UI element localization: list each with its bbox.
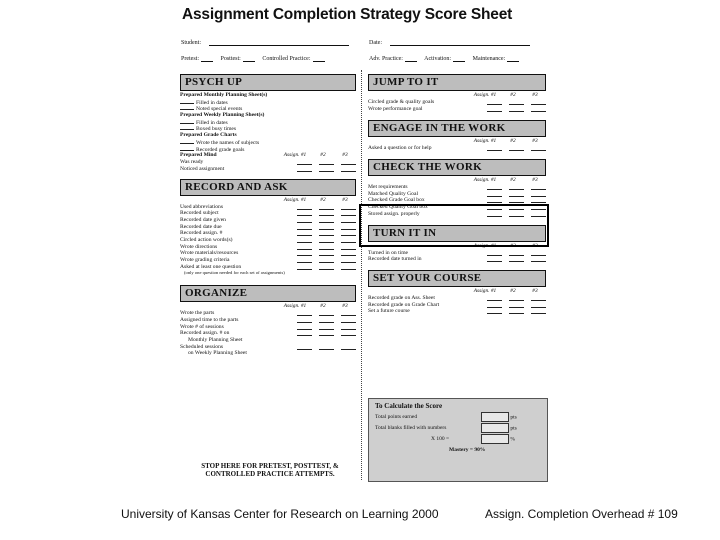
section-jump-to-it <box>368 74 546 112</box>
row-label: Was ready <box>180 159 204 166</box>
assignment-label: #3 <box>532 138 538 145</box>
assignment-label: #2 <box>510 242 516 249</box>
score-blank[interactable] <box>341 257 356 263</box>
score-blank[interactable] <box>487 295 502 301</box>
row-label: Prepared Monthly Planning Sheet(s) <box>180 92 268 98</box>
assignment-label: #2 <box>320 152 326 159</box>
score-blank[interactable] <box>487 197 502 203</box>
row-label: Monthly Planning Sheet <box>188 336 243 343</box>
assignment-columns-header <box>180 303 356 310</box>
score-blank[interactable] <box>297 204 312 210</box>
row-label: Recorded grade on Grade Chart <box>368 301 440 308</box>
score-blank[interactable] <box>509 191 524 197</box>
score-blank[interactable] <box>341 324 356 330</box>
score-blank[interactable] <box>487 302 502 308</box>
checklist-row <box>180 210 356 217</box>
assignment-label: #2 <box>510 177 516 184</box>
score-blank[interactable] <box>341 230 356 236</box>
checklist-row <box>368 191 546 198</box>
row-label: Recorded grade on Ass. Sheet <box>368 294 435 301</box>
checklist-row <box>180 350 356 357</box>
score-blank[interactable] <box>509 184 524 190</box>
score-blank[interactable] <box>487 250 502 256</box>
score-blank[interactable] <box>180 146 194 151</box>
score-blank[interactable] <box>509 302 524 308</box>
calc-title: To Calculate the Score <box>375 402 443 410</box>
pretest-label: Pretest: <box>181 56 199 62</box>
calc-blanks-box <box>481 423 517 434</box>
left-column <box>180 74 356 357</box>
assignment-label: Assign. #1 <box>283 152 307 159</box>
score-blank[interactable] <box>297 230 312 236</box>
score-blank[interactable] <box>319 264 334 270</box>
checklist-row <box>180 92 356 99</box>
checklist-row <box>180 250 356 257</box>
row-label: Wrote the parts <box>180 310 215 317</box>
score-blank[interactable] <box>297 210 312 216</box>
score-blank[interactable] <box>509 256 524 262</box>
calc-blanks-label: Total blanks filled with numbers <box>375 425 447 431</box>
score-blank[interactable] <box>531 308 546 314</box>
score-blank[interactable] <box>319 210 334 216</box>
section-title: TURN IT IN <box>368 225 546 242</box>
date-field <box>369 40 530 46</box>
score-blank[interactable] <box>297 310 312 316</box>
section-title: SET YOUR COURSE <box>368 270 546 287</box>
row-label: Wrote grading criteria <box>180 257 230 264</box>
score-blank[interactable] <box>531 302 546 308</box>
score-blank[interactable] <box>487 184 502 190</box>
score-blank[interactable] <box>509 197 524 203</box>
score-blank[interactable] <box>509 308 524 314</box>
score-blank[interactable] <box>509 250 524 256</box>
row-label: Recorded date due <box>180 223 222 230</box>
score-blank[interactable] <box>319 250 334 256</box>
row-label: Recorded subject <box>180 210 219 217</box>
stop-notice: STOP HERE FOR PRETEST, POSTTEST, & CONTROLLED PRACTICE ATTEMPTS. <box>201 462 339 478</box>
highlight-box <box>359 204 549 247</box>
row-label: Used abbreviations <box>180 203 224 210</box>
checklist-row <box>368 184 546 191</box>
score-blank[interactable] <box>341 250 356 256</box>
score-blank[interactable] <box>531 250 546 256</box>
score-blank[interactable] <box>297 250 312 256</box>
student-label: Student: <box>181 40 202 46</box>
score-blank[interactable] <box>341 224 356 230</box>
checklist-row <box>368 308 546 315</box>
score-blank[interactable] <box>509 145 524 151</box>
row-label: on Weekly Planning Sheet <box>188 350 247 357</box>
controlled-practice-label: Controlled Practice: <box>262 56 311 62</box>
score-blank[interactable] <box>531 106 546 112</box>
calc-points-label: Total points earned <box>375 414 418 420</box>
score-blank[interactable] <box>297 330 312 336</box>
checklist-row <box>368 256 546 263</box>
row-label: Prepared Mind <box>180 152 217 159</box>
assignment-label: #2 <box>510 138 516 145</box>
assignment-label: #2 <box>510 287 516 294</box>
assignment-label: #3 <box>342 196 348 203</box>
score-blank[interactable] <box>341 317 356 323</box>
assignment-label: #3 <box>532 287 538 294</box>
row-label: Recorded assign. # <box>180 230 223 237</box>
checklist-row <box>368 145 546 152</box>
assignment-label: Assign. #1 <box>473 138 497 145</box>
score-blank[interactable] <box>297 237 312 243</box>
score-blank[interactable] <box>531 145 546 151</box>
checklist-row <box>180 224 356 231</box>
calc-mastery-text: Mastery = 90% <box>449 447 486 453</box>
checklist-row <box>180 264 356 271</box>
checklist-row <box>180 317 356 324</box>
checklist-row <box>180 166 356 173</box>
score-blank[interactable] <box>341 237 356 243</box>
score-blank[interactable] <box>297 166 312 172</box>
row-label: Filled in dates <box>196 119 228 126</box>
section-title: PSYCH UP <box>180 74 356 91</box>
score-blank[interactable] <box>297 317 312 323</box>
row-label: Asked a question or for help <box>368 145 432 152</box>
score-blank[interactable] <box>319 344 334 350</box>
checklist-row <box>180 159 356 166</box>
row-label: Wrote materials/resources <box>180 250 239 257</box>
row-label: Circled action words(s) <box>180 237 233 243</box>
score-blank[interactable] <box>341 344 356 350</box>
assignment-label: #2 <box>510 92 516 98</box>
score-blank[interactable] <box>319 324 334 330</box>
assignment-columns-header <box>368 92 546 99</box>
date-label: Date: <box>369 40 382 46</box>
row-label: Recorded assign. # on <box>180 330 230 337</box>
score-blank[interactable] <box>319 159 334 165</box>
score-blank[interactable] <box>180 105 194 110</box>
score-blank[interactable] <box>487 308 502 314</box>
section-organize <box>180 285 356 357</box>
row-label: Set a future course <box>368 308 410 315</box>
score-blank[interactable] <box>341 310 356 316</box>
score-blank[interactable] <box>297 244 312 250</box>
assignment-label: Assign. #1 <box>473 242 497 249</box>
score-blank[interactable] <box>341 330 356 336</box>
checklist-row <box>180 324 356 331</box>
score-blank[interactable] <box>319 237 334 243</box>
footer-overhead-number: Assign. Completion Overhead # 109 <box>485 507 678 521</box>
calc-mastery-row <box>369 445 547 456</box>
score-blank[interactable] <box>319 330 334 336</box>
score-blank[interactable] <box>531 99 546 105</box>
assignment-label: Assign. #1 <box>473 177 497 184</box>
maintenance-label: Maintenance: <box>472 56 506 62</box>
calc-points-unit: pts <box>510 414 517 421</box>
row-label: Checked Quality Goal box <box>368 204 428 211</box>
row-label: Boxed busy times <box>196 126 237 133</box>
score-blank[interactable] <box>509 295 524 301</box>
adv-practice-label: Adv. Practice: <box>369 56 403 62</box>
section-title: ENGAGE IN THE WORK <box>368 120 546 137</box>
score-blank[interactable] <box>509 99 524 105</box>
score-blank[interactable] <box>297 264 312 270</box>
checklist-row <box>368 106 546 113</box>
score-blank[interactable] <box>297 324 312 330</box>
footer-credit: University of Kansas Center for Research on Learning 2000 <box>121 507 439 521</box>
calc-blanks-row <box>369 423 547 434</box>
row-label: Turned in on time <box>368 249 409 256</box>
row-label: Asked at least one question <box>180 263 242 270</box>
checklist-row <box>180 230 356 237</box>
calc-points-box <box>481 412 517 423</box>
row-label: Prepared Grade Charts <box>180 132 237 139</box>
section-set-your-course <box>368 270 546 315</box>
row-label: Prepared Weekly Planning Sheet(s) <box>180 112 265 119</box>
assignment-label: #3 <box>532 92 538 98</box>
row-label: Wrote the names of subjects <box>196 139 260 146</box>
assignment-label: Assign. #1 <box>473 92 497 98</box>
checklist-row <box>180 344 356 351</box>
checklist-row <box>368 99 546 106</box>
score-blank[interactable] <box>487 106 502 112</box>
score-blank[interactable] <box>180 139 194 144</box>
score-blank[interactable] <box>319 230 334 236</box>
assignment-label: #3 <box>342 152 348 159</box>
score-blank[interactable] <box>531 295 546 301</box>
assignment-columns-header <box>180 152 356 159</box>
assignment-columns-header <box>180 197 356 204</box>
assignment-label: #2 <box>320 196 326 203</box>
section-title: ORGANIZE <box>180 285 356 302</box>
score-blank[interactable] <box>180 119 194 124</box>
checklist-row <box>180 112 356 119</box>
assignment-label: #3 <box>342 303 348 310</box>
calc-percent-row <box>369 434 547 445</box>
score-blank[interactable] <box>531 256 546 262</box>
score-blanks[interactable] <box>480 256 546 265</box>
assignment-columns-header <box>368 288 546 295</box>
row-label: Noticed assignment <box>180 165 225 172</box>
score-blank[interactable] <box>509 106 524 112</box>
checklist-row <box>180 132 356 139</box>
row-label: Met requirements <box>368 184 408 191</box>
checklist-row <box>180 125 356 132</box>
score-blank[interactable] <box>297 159 312 165</box>
score-blank[interactable] <box>319 217 334 223</box>
calc-points-row <box>369 412 547 423</box>
calc-blanks-unit: pts <box>510 425 517 432</box>
assignment-label: Assign. #1 <box>283 303 307 310</box>
score-blank[interactable] <box>341 244 356 250</box>
row-label: Wrote performance goal <box>368 105 423 112</box>
score-blank[interactable] <box>180 125 194 130</box>
score-blank[interactable] <box>341 264 356 270</box>
section-record-and-ask <box>180 179 356 278</box>
section-title: RECORD AND ASK <box>180 179 356 196</box>
score-blank[interactable] <box>319 224 334 230</box>
row-label: Checked Grade Goal box <box>368 197 425 204</box>
score-blank[interactable] <box>297 217 312 223</box>
score-blank[interactable] <box>531 184 546 190</box>
score-blanks[interactable] <box>290 166 356 175</box>
checklist-row <box>180 217 356 224</box>
row-label: Recorded grade goals <box>196 146 245 153</box>
score-blank[interactable] <box>319 166 334 172</box>
section-psych-up <box>180 74 356 173</box>
checklist-row <box>180 146 356 153</box>
score-blank[interactable] <box>341 204 356 210</box>
row-label: (only one question needed for each set of assignments) <box>184 270 285 276</box>
attempt-type-right <box>369 56 519 62</box>
assignment-columns-header <box>368 177 546 184</box>
row-label: Wrote directions <box>180 243 218 250</box>
checklist-row <box>180 270 356 277</box>
score-blank[interactable] <box>341 159 356 165</box>
score-blanks[interactable] <box>480 145 546 154</box>
right-column <box>368 74 546 315</box>
assignment-label: Assign. #1 <box>473 287 497 294</box>
section-engage-in-the-work <box>368 120 546 152</box>
score-blank[interactable] <box>341 217 356 223</box>
score-blank[interactable] <box>319 257 334 263</box>
row-label: Stored assign. properly <box>368 210 420 217</box>
checklist-row <box>180 119 356 126</box>
checklist-row <box>368 295 546 302</box>
score-calculation-box <box>368 398 548 482</box>
calc-percent-unit: % <box>510 436 515 443</box>
score-blanks[interactable] <box>480 106 546 115</box>
row-label: Circled grade & quality goals <box>368 99 435 105</box>
score-blank[interactable] <box>297 344 312 350</box>
row-label: Recorded date turned in <box>368 256 422 263</box>
checklist-row <box>180 244 356 251</box>
row-label: Scheduled sessions <box>180 343 224 350</box>
column-divider <box>361 70 362 480</box>
score-blank[interactable] <box>297 257 312 263</box>
score-blank[interactable] <box>319 244 334 250</box>
row-label: Wrote # of sessions <box>180 323 224 330</box>
score-blank[interactable] <box>487 145 502 151</box>
student-field <box>181 40 349 46</box>
row-label: Filled in dates <box>196 99 228 106</box>
section-title: JUMP TO IT <box>368 74 546 91</box>
score-blank[interactable] <box>341 166 356 172</box>
checklist-row <box>180 330 356 337</box>
score-blank[interactable] <box>531 197 546 203</box>
assignment-label: Assign. #1 <box>283 196 307 203</box>
checklist-row <box>180 337 356 344</box>
score-blanks[interactable] <box>480 308 546 317</box>
checklist-row <box>180 257 356 264</box>
score-blank[interactable] <box>319 310 334 316</box>
score-blank[interactable] <box>487 99 502 105</box>
checklist-row <box>180 204 356 211</box>
calc-multiply-text: X 100 = <box>431 436 450 442</box>
attempt-type-left <box>181 56 325 62</box>
posttest-label: Posttest: <box>220 56 241 62</box>
calc-percent-box <box>481 434 515 445</box>
row-label: Assigned time to the parts <box>180 316 239 323</box>
score-blank[interactable] <box>487 256 502 262</box>
section-title: CHECK THE WORK <box>368 159 546 176</box>
row-label: Matched Quality Goal <box>368 190 419 197</box>
score-blank[interactable] <box>297 224 312 230</box>
score-blank[interactable] <box>180 99 194 104</box>
checklist-row <box>368 250 546 257</box>
score-blank[interactable] <box>531 191 546 197</box>
assignment-label: #3 <box>532 177 538 184</box>
row-label: Recorded date given <box>180 216 226 223</box>
checklist-row <box>180 310 356 317</box>
activation-label: Activation: <box>424 56 452 62</box>
score-blank[interactable] <box>319 204 334 210</box>
checklist-row <box>180 237 356 244</box>
assignment-label: #3 <box>532 242 538 249</box>
checklist-row <box>180 139 356 146</box>
score-blank[interactable] <box>319 317 334 323</box>
score-blank[interactable] <box>341 210 356 216</box>
row-label: Noted special events <box>196 106 243 113</box>
sheet-title: Assignment Completion Strategy Score Sheet <box>182 6 513 23</box>
checklist-row <box>180 99 356 106</box>
score-blank[interactable] <box>487 191 502 197</box>
assignment-label: #2 <box>320 303 326 310</box>
